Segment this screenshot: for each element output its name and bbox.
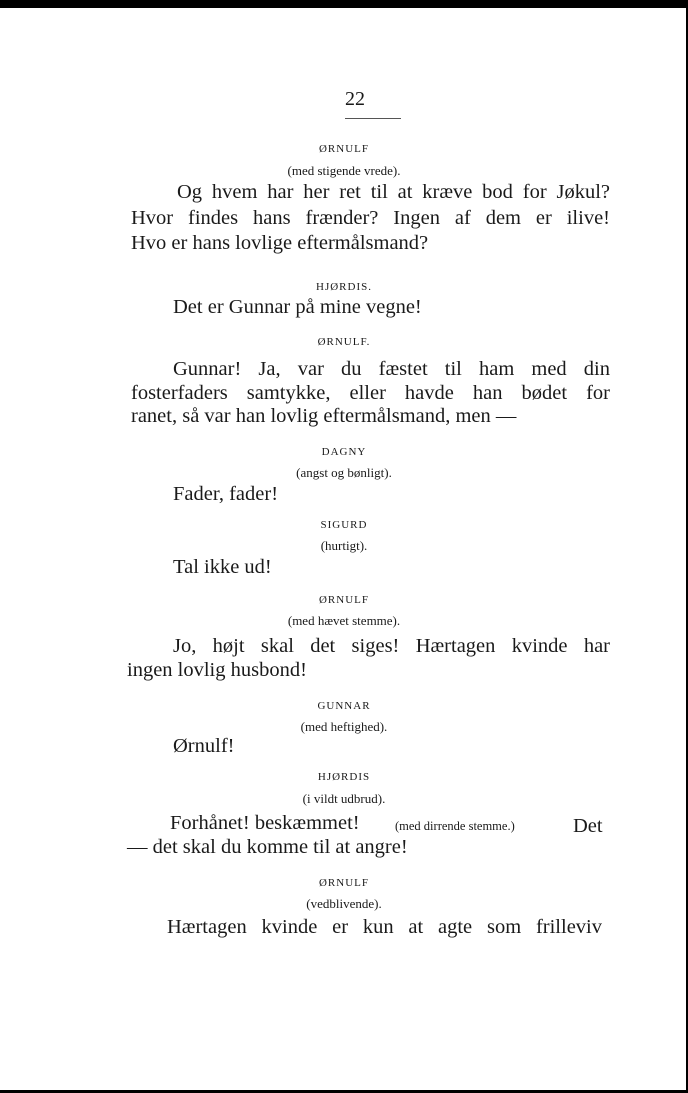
dialogue-line: Ørnulf!: [173, 735, 235, 757]
speaker-name: DAGNY: [321, 446, 367, 458]
speaker-name: HJØRDIS.: [316, 281, 372, 293]
dialogue-line: Og hvem har her ret til at kræve bod for Jøkul?: [177, 181, 610, 203]
stage-direction: (angst og bønligt).: [296, 465, 392, 480]
speaker-name: ØRNULF.: [317, 336, 371, 348]
speaker-name: ØRNULF: [318, 594, 369, 606]
speaker-name: ØRNULF: [318, 877, 369, 889]
dialogue-line: Forhånet! beskæmmet!: [170, 812, 360, 834]
dialogue-line: Fader, fader!: [173, 483, 279, 505]
speaker-name: ØRNULF: [318, 143, 369, 155]
inline-stage-direction: (med dirrende stemme.): [395, 819, 515, 833]
dialogue-line: Tal ikke ud!: [173, 556, 272, 578]
stage-direction: (med heftighed).: [300, 719, 388, 734]
dialogue-line: ranet, så var han lovlig eftermålsmand, men —: [131, 405, 517, 427]
dialogue-line: Hvor findes hans frænder? Ingen af dem er ilive!: [131, 207, 610, 229]
stage-direction: (med hævet stemme).: [287, 613, 401, 628]
dialogue-line: Hærtagen kvinde er kun at agte som frilleviv: [167, 916, 602, 938]
dialogue-line: Det: [573, 815, 603, 837]
dialogue-line: fosterfaders samtykke, eller havde han bødet for: [131, 382, 610, 404]
dialogue-line: Gunnar! Ja, var du fæstet til ham med din: [173, 358, 610, 380]
dialogue-line: — det skal du komme til at angre!: [127, 836, 408, 858]
stage-direction: (vedblivende).: [306, 896, 382, 911]
stage-direction: (med stigende vrede).: [287, 163, 401, 178]
speaker-name: GUNNAR: [317, 700, 371, 712]
dialogue-line: Hvo er hans lovlige eftermålsmand?: [131, 232, 429, 254]
stage-direction: (i vildt udbrud).: [302, 791, 386, 806]
speaker-name: SIGURD: [320, 519, 368, 531]
stage-direction: (hurtigt).: [320, 538, 368, 553]
dialogue-line: ingen lovlig husbond!: [127, 659, 307, 681]
page-number-rule: [345, 118, 401, 119]
dialogue-line: Jo, højt skal det siges! Hærtagen kvinde har: [173, 635, 610, 657]
page-number: 22: [345, 88, 365, 110]
scan-edge-top: [0, 0, 688, 8]
dialogue-line: Det er Gunnar på mine vegne!: [173, 296, 422, 318]
speaker-name: HJØRDIS: [317, 771, 371, 783]
